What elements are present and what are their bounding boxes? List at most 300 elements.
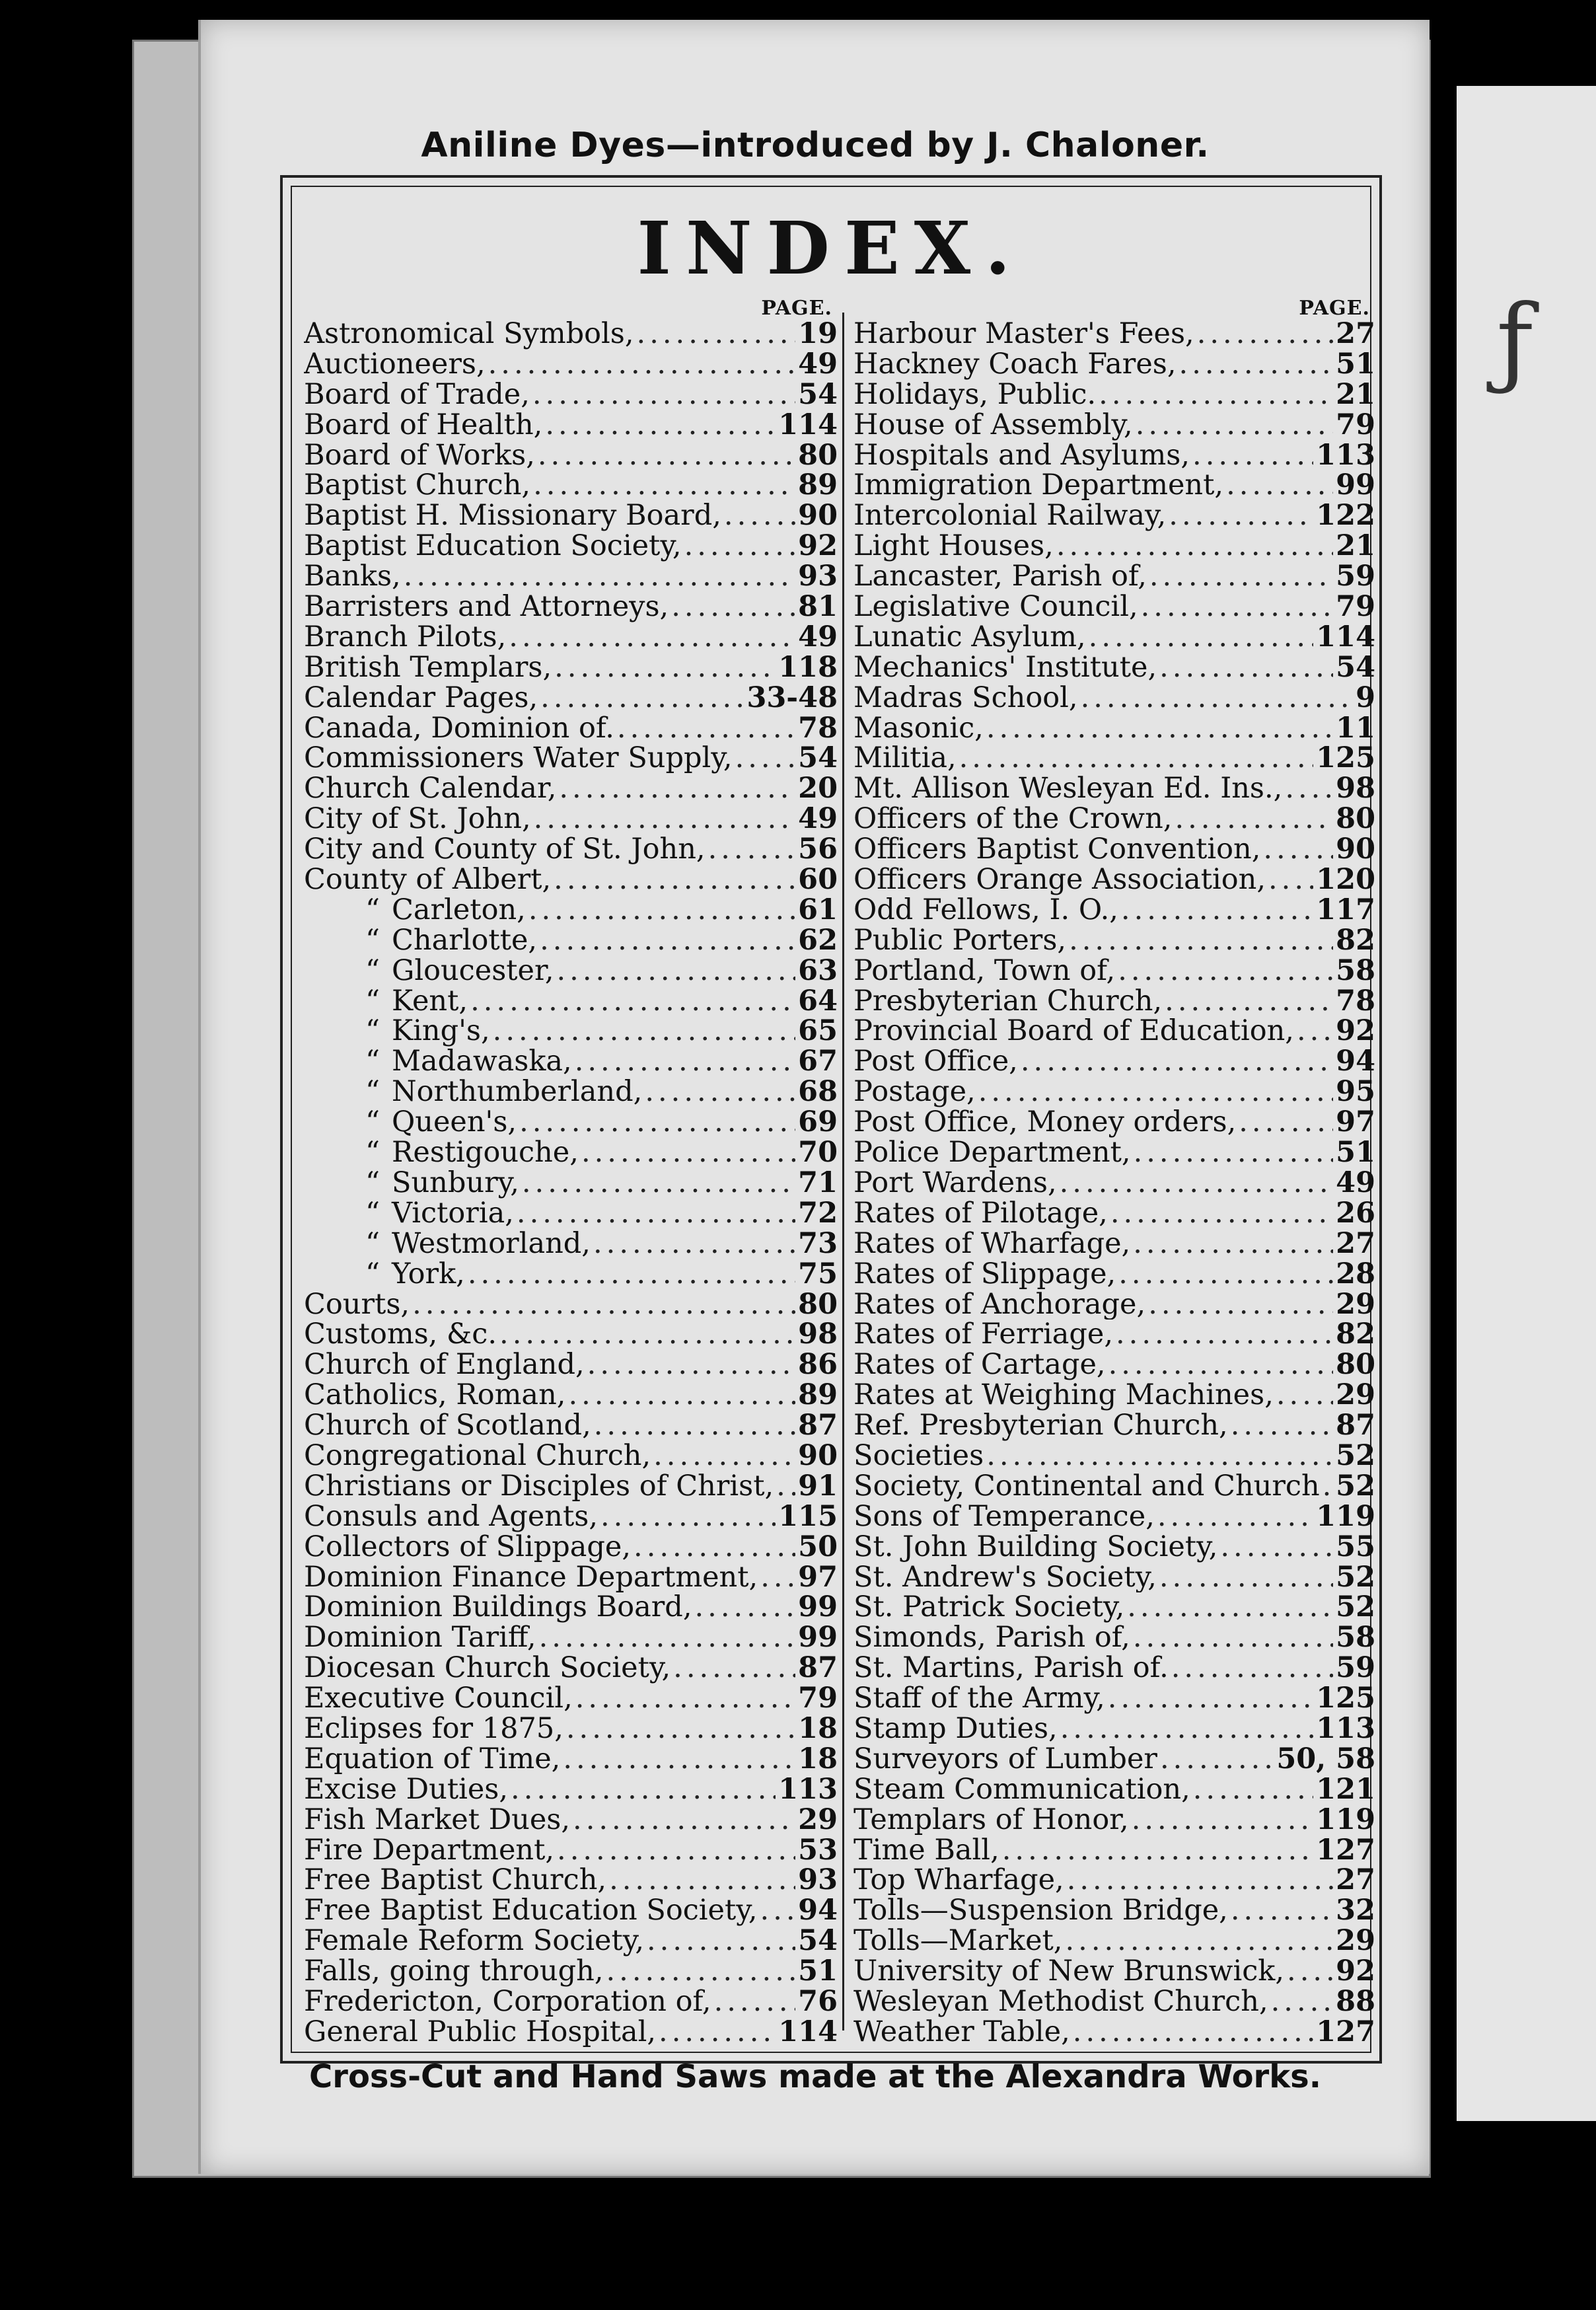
leader-dots [682, 531, 796, 562]
entry-page-number: 93 [798, 1865, 838, 1896]
ditto-mark: “ [365, 895, 380, 926]
entry-page-number: 78 [1336, 986, 1375, 1017]
index-entry [304, 350, 838, 380]
entry-name: Tolls—Suspension Bridge, [853, 1896, 1228, 1927]
entry-page-number: 27 [1336, 1865, 1375, 1896]
entry-name: Masonic, [853, 713, 984, 744]
leader-dots [1124, 1592, 1333, 1623]
entry-name: Officers Orange Association, [853, 865, 1266, 895]
leader-dots [551, 865, 795, 895]
leader-dots [560, 1744, 795, 1775]
index-entry [853, 1502, 1375, 1532]
entry-page-number: 121 [1316, 1774, 1375, 1805]
index-entry [304, 380, 838, 410]
entry-page-number: 61 [798, 895, 838, 926]
index-entry [304, 1320, 838, 1350]
entry-page-number: 119 [1316, 1805, 1375, 1836]
leader-dots [1113, 1320, 1333, 1350]
entry-page-number: 73 [798, 1228, 838, 1259]
leader-dots [644, 1926, 795, 1956]
entry-name: Lunatic Asylum, [853, 622, 1086, 653]
entry-page-number: 80 [1336, 804, 1375, 835]
leader-dots [651, 1441, 795, 1472]
index-entry [304, 501, 838, 531]
entry-page-number: 56 [798, 835, 838, 866]
leader-dots [530, 380, 795, 410]
entry-name: Immigration Department, [853, 470, 1224, 502]
index-entry [304, 470, 838, 501]
index-entry [853, 926, 1375, 956]
entry-name: Mechanics' Institute, [853, 652, 1157, 683]
index-entry [304, 1077, 838, 1107]
entry-page-number: 51 [1336, 349, 1375, 380]
entry-page-number: 52 [1336, 1592, 1375, 1623]
index-entry [304, 319, 838, 350]
leader-dots [410, 1290, 795, 1320]
leader-dots [468, 987, 795, 1017]
leader-dots [758, 1896, 796, 1926]
entry-page-number: 95 [1336, 1077, 1375, 1108]
entry-page-number: 58 [1336, 955, 1375, 987]
entry-page-number: 92 [798, 531, 838, 562]
index-entry [304, 1563, 838, 1593]
entry-name: House of Assembly, [853, 410, 1133, 441]
entry-name: Tolls—Market, [853, 1926, 1063, 1957]
entry-page-number: 75 [798, 1259, 838, 1290]
entry-name: Kent, [392, 986, 468, 1017]
entry-name: Board of Trade, [304, 379, 530, 410]
index-entry [853, 1987, 1375, 2017]
entry-name: Excise Duties, [304, 1774, 509, 1805]
entry-name: Consuls and Agents, [304, 1501, 598, 1532]
entry-page-number: 87 [1336, 1411, 1375, 1441]
index-entry [853, 714, 1375, 744]
index-entry [304, 895, 838, 926]
leader-dots [1282, 774, 1333, 804]
leader-dots [721, 501, 795, 531]
entry-name: Rates of Pilotage, [853, 1198, 1108, 1229]
entry-page-number: 59 [1336, 562, 1375, 593]
entry-name: Rates of Anchorage, [853, 1289, 1146, 1320]
leader-dots [1320, 1472, 1333, 1502]
index-entry [853, 1744, 1375, 1775]
entry-name: St. John Building Society, [853, 1532, 1218, 1563]
entry-name: Restigouche, [392, 1138, 579, 1168]
index-entry [853, 319, 1375, 350]
entry-page-number: 49 [798, 804, 838, 835]
leader-dots [554, 1836, 795, 1866]
entry-name: Holidays, Public. [853, 379, 1097, 410]
index-entry [304, 1199, 838, 1229]
entry-name: Astronomical Symbols, [304, 319, 634, 350]
entry-page-number: 81 [798, 592, 838, 622]
leader-dots [1194, 319, 1333, 350]
leader-dots [614, 714, 795, 744]
leader-dots [1064, 1865, 1333, 1896]
index-frame [280, 175, 1382, 2064]
entry-name: British Templars, [304, 652, 552, 683]
leader-dots [591, 1229, 795, 1259]
entry-name: County of Albert, [304, 865, 552, 895]
entry-page-number: 63 [798, 955, 838, 987]
leader-dots [1070, 2017, 1313, 2048]
entry-name: Top Wharfage, [853, 1865, 1064, 1896]
entry-name: Public Porters, [853, 925, 1067, 956]
entry-page-number: 70 [798, 1138, 838, 1168]
entry-name: Diocesan Church Society, [304, 1653, 671, 1684]
entry-page-number: 93 [798, 562, 838, 593]
index-entry [304, 1836, 838, 1866]
entry-name: Auctioneers, [304, 349, 486, 380]
entry-name: Madras School, [853, 683, 1078, 714]
index-entry [853, 350, 1375, 380]
ditto-mark: “ [365, 1047, 380, 1078]
entry-name: Ref. Presbyterian Church, [853, 1411, 1228, 1441]
page-title: INDEX. [637, 205, 1025, 291]
index-entry [853, 1350, 1375, 1380]
entry-name: Board of Health, [304, 410, 543, 441]
entry-page-number: 113 [778, 1774, 838, 1805]
entry-page-number: 88 [1336, 1986, 1375, 2017]
entry-page-number: 29 [1336, 1926, 1375, 1957]
leader-dots [1054, 531, 1333, 562]
footer-advertisement: Cross-Cut and Hand Saws made at the Alexandra Works. [309, 2058, 1321, 2095]
entry-name: Rates of Slippage, [853, 1259, 1116, 1290]
leader-dots [1274, 1380, 1333, 1411]
index-entry [853, 1320, 1375, 1350]
entry-page-number: 49 [1336, 1168, 1375, 1199]
leader-dots [519, 1168, 795, 1199]
leader-dots [497, 1320, 795, 1350]
index-entry [853, 1926, 1375, 1956]
entry-name: Congregational Church, [304, 1440, 651, 1472]
index-entry [853, 441, 1375, 471]
entry-page-number: 125 [1316, 743, 1375, 774]
ditto-mark: “ [365, 1228, 380, 1259]
index-entry [304, 1047, 838, 1077]
index-entry [304, 653, 838, 683]
entry-page-number: 114 [1316, 622, 1375, 653]
entry-page-number: 69 [798, 1107, 838, 1138]
leader-dots [486, 350, 796, 380]
leader-dots [542, 410, 776, 441]
entry-page-number: 89 [798, 470, 838, 502]
leader-dots [669, 592, 795, 622]
index-entry [853, 804, 1375, 835]
entry-page-number: 92 [1336, 1016, 1375, 1047]
index-entry [853, 835, 1375, 865]
entry-page-number: 54 [798, 1926, 838, 1957]
index-entry [304, 1168, 838, 1199]
entry-name: Banks, [304, 562, 401, 593]
index-entry [304, 1775, 838, 1805]
entry-name: Fish Market Dues, [304, 1805, 571, 1836]
entry-page-number: 92 [1336, 1956, 1375, 1987]
index-entry [304, 2017, 838, 2048]
entry-page-number: 82 [1336, 925, 1375, 956]
index-entry [304, 1229, 838, 1259]
leader-dots [1106, 1350, 1334, 1380]
index-entry [304, 1532, 838, 1563]
entry-page-number: 18 [798, 1744, 838, 1775]
entry-page-number: 29 [1336, 1380, 1375, 1411]
leader-dots [957, 743, 1314, 774]
entry-name: Steam Communication, [853, 1774, 1190, 1805]
entry-name: Courts, [304, 1289, 410, 1320]
entry-page-number: 54 [798, 743, 838, 774]
entry-page-number: 122 [1316, 501, 1375, 532]
leader-dots [656, 2017, 776, 2048]
entry-page-number: 89 [798, 1380, 838, 1411]
index-entry [853, 1107, 1375, 1138]
leader-dots [1129, 1805, 1314, 1836]
index-entry [853, 743, 1375, 774]
index-entry [304, 1592, 838, 1623]
index-entry [853, 1047, 1375, 1077]
entry-name: Free Baptist Education Society, [304, 1896, 758, 1927]
index-entry [304, 774, 838, 804]
entry-page-number: 29 [798, 1805, 838, 1836]
leader-dots [573, 1684, 795, 1714]
entry-name: Fire Department, [304, 1835, 555, 1866]
index-entry [853, 1836, 1375, 1866]
leader-dots [1145, 1290, 1333, 1320]
index-entry [853, 1199, 1375, 1229]
entry-name: Calendar Pages, [304, 683, 538, 714]
index-entry [853, 1290, 1375, 1320]
entry-name: Canada, Dominion of. [304, 713, 614, 744]
entry-page-number: 82 [1336, 1320, 1375, 1351]
entry-name: St. Andrew's Society, [853, 1562, 1157, 1593]
entry-page-number: 51 [1336, 1138, 1375, 1168]
leader-dots [554, 956, 796, 987]
entry-name: Charlotte, [392, 925, 538, 956]
entry-page-number: 79 [1336, 410, 1375, 441]
index-entry [304, 592, 838, 622]
leader-dots [591, 1411, 795, 1441]
index-entry [304, 1441, 838, 1472]
leader-dots [1157, 1563, 1333, 1593]
index-entry [853, 531, 1375, 562]
index-right-column [853, 297, 1375, 2048]
entry-page-number: 113 [1316, 440, 1375, 471]
leader-dots [1294, 1016, 1333, 1047]
index-left-column [304, 297, 838, 2048]
index-entry [304, 1016, 838, 1047]
index-entry [853, 1077, 1375, 1107]
entry-page-number: 50 [798, 1532, 838, 1563]
leader-dots [556, 774, 795, 804]
entry-name: Legislative Council, [853, 592, 1138, 622]
leader-dots [1260, 835, 1333, 865]
index-entry [304, 1653, 838, 1684]
ditto-mark: “ [365, 1107, 380, 1138]
entry-page-number: 29 [1336, 1289, 1375, 1320]
leader-dots [671, 1653, 795, 1684]
entry-name: Simonds, Parish of, [853, 1623, 1130, 1654]
entry-name: Church of Scotland, [304, 1411, 591, 1441]
entry-page-number: 99 [798, 1623, 838, 1654]
entry-page-number: 28 [1336, 1259, 1375, 1290]
entry-page-number: 11 [1336, 713, 1375, 744]
entry-page-number: 54 [1336, 652, 1375, 683]
leader-dots [465, 1259, 795, 1290]
leader-dots [1228, 1411, 1333, 1441]
index-entry [304, 683, 838, 714]
index-entry [853, 1168, 1375, 1199]
entry-page-number: 115 [778, 1501, 838, 1532]
index-page [198, 20, 1430, 2174]
leader-dots [579, 1138, 795, 1168]
entry-name: Rates of Wharfage, [853, 1228, 1131, 1259]
entry-name: Sons of Temperance, [853, 1501, 1155, 1532]
entry-page-number: 86 [798, 1350, 838, 1381]
entry-page-number: 94 [1336, 1047, 1375, 1078]
index-entry [304, 865, 838, 895]
index-entry [304, 1290, 838, 1320]
index-entry [853, 1532, 1375, 1563]
index-entry [304, 1896, 838, 1926]
leader-dots [1284, 1956, 1333, 1987]
entry-name: Lancaster, Parish of, [853, 562, 1147, 593]
entry-name: Hackney Coach Fares, [853, 349, 1177, 380]
entry-page-number: 120 [1316, 865, 1375, 895]
index-entry [853, 562, 1375, 592]
entry-page-number: 127 [1316, 2017, 1375, 2048]
entry-page-number: 125 [1316, 1684, 1375, 1714]
index-entry [304, 804, 838, 835]
entry-name: Christians or Disciples of Christ, [304, 1471, 774, 1502]
entry-name: Baptist Church, [304, 470, 531, 502]
leader-dots [1066, 926, 1333, 956]
index-entry [304, 1865, 838, 1896]
entry-page-number: 114 [778, 410, 838, 441]
entry-name: Intercolonial Railway, [853, 501, 1167, 532]
entry-name: Templars of Honor, [853, 1805, 1129, 1836]
index-entry [853, 1896, 1375, 1926]
leader-dots [999, 1836, 1314, 1866]
leader-dots [1223, 470, 1333, 501]
entry-page-number: 60 [798, 865, 838, 895]
index-entry [304, 1138, 838, 1168]
index-entry [853, 470, 1375, 501]
leader-dots [606, 1865, 795, 1896]
entry-page-number: 55 [1336, 1532, 1375, 1563]
leader-dots [1162, 987, 1333, 1017]
ditto-mark: “ [365, 986, 380, 1017]
index-entry [304, 1987, 838, 2017]
leader-dots [506, 622, 795, 653]
entry-page-number: 33-48 [746, 683, 838, 714]
entry-name: Northumberland, [392, 1077, 643, 1108]
leader-dots [1228, 1896, 1333, 1926]
leader-dots [401, 562, 795, 592]
page-column-label: PAGE. [1299, 297, 1370, 320]
entry-name: Dominion Finance Department, [304, 1562, 758, 1593]
leader-dots [1096, 380, 1333, 410]
leader-dots [490, 1016, 796, 1047]
index-entry [853, 1956, 1375, 1987]
leader-dots [563, 1714, 795, 1744]
entry-page-number: 76 [798, 1986, 838, 2017]
entry-page-number: 32 [1336, 1896, 1375, 1927]
entry-name: Harbour Master's Fees, [853, 319, 1194, 350]
index-entry [304, 622, 838, 653]
entry-name: Mt. Allison Wesleyan Ed. Ins., [853, 774, 1283, 805]
leader-dots [508, 1775, 776, 1805]
index-entry [853, 1472, 1375, 1502]
entry-name: Presbyterian Church, [853, 986, 1163, 1017]
entry-page-number: 26 [1336, 1198, 1375, 1229]
entry-page-number: 80 [798, 1289, 838, 1320]
leader-dots [1147, 562, 1333, 592]
leader-dots [1177, 350, 1334, 380]
index-entry [304, 1472, 838, 1502]
entry-page-number: 54 [798, 379, 838, 410]
index-entry [304, 1502, 838, 1532]
index-entry [853, 774, 1375, 804]
entry-page-number: 58 [1336, 1623, 1375, 1654]
entry-name: Officers of the Crown, [853, 804, 1173, 835]
leader-dots [758, 1563, 795, 1593]
index-entry [304, 441, 838, 471]
index-entry [853, 592, 1375, 622]
leader-dots [1115, 956, 1333, 987]
index-entry [853, 380, 1375, 410]
entry-name: Post Office, [853, 1047, 1018, 1078]
leader-dots [1169, 1653, 1333, 1684]
entry-page-number: 90 [798, 501, 838, 532]
entry-name: Church of England, [304, 1350, 585, 1381]
entry-name: Free Baptist Church, [304, 1865, 607, 1896]
entry-page-number: 49 [798, 349, 838, 380]
leader-dots [565, 1380, 795, 1411]
leader-dots [570, 1805, 795, 1836]
index-entry [304, 1926, 838, 1956]
ditto-mark: “ [365, 925, 380, 956]
entry-name: Female Reform Society, [304, 1926, 644, 1957]
leader-dots [1157, 653, 1333, 683]
entry-page-number: 59 [1336, 1653, 1375, 1684]
entry-name: St. Martins, Parish of. [853, 1653, 1169, 1684]
leader-dots [585, 1350, 796, 1380]
entry-page-number: 68 [798, 1077, 838, 1108]
index-entry [853, 865, 1375, 895]
leader-dots [536, 1623, 796, 1653]
entry-page-number: 62 [798, 925, 838, 956]
leader-dots [1058, 1714, 1314, 1744]
leader-dots [1133, 410, 1333, 441]
entry-name: Post Office, Money orders, [853, 1107, 1237, 1138]
leader-dots [552, 653, 776, 683]
index-entry [853, 1563, 1375, 1593]
entry-name: City and County of St. John, [304, 835, 706, 866]
entry-page-number: 118 [778, 652, 838, 683]
entry-name: Equation of Time, [304, 1744, 561, 1775]
entry-page-number: 99 [798, 1592, 838, 1623]
ditto-mark: “ [365, 1168, 380, 1199]
index-entry [853, 653, 1375, 683]
entry-name: Militia, [853, 743, 957, 774]
index-entry [304, 410, 838, 441]
ditto-mark: “ [365, 1259, 380, 1290]
entry-page-number: 87 [798, 1411, 838, 1441]
leader-dots [537, 926, 795, 956]
leader-dots [1157, 1744, 1274, 1775]
entry-page-number: 52 [1336, 1440, 1375, 1472]
entry-name: Wesleyan Methodist Church, [853, 1986, 1268, 2017]
entry-name: General Public Hospital, [304, 2017, 657, 2048]
